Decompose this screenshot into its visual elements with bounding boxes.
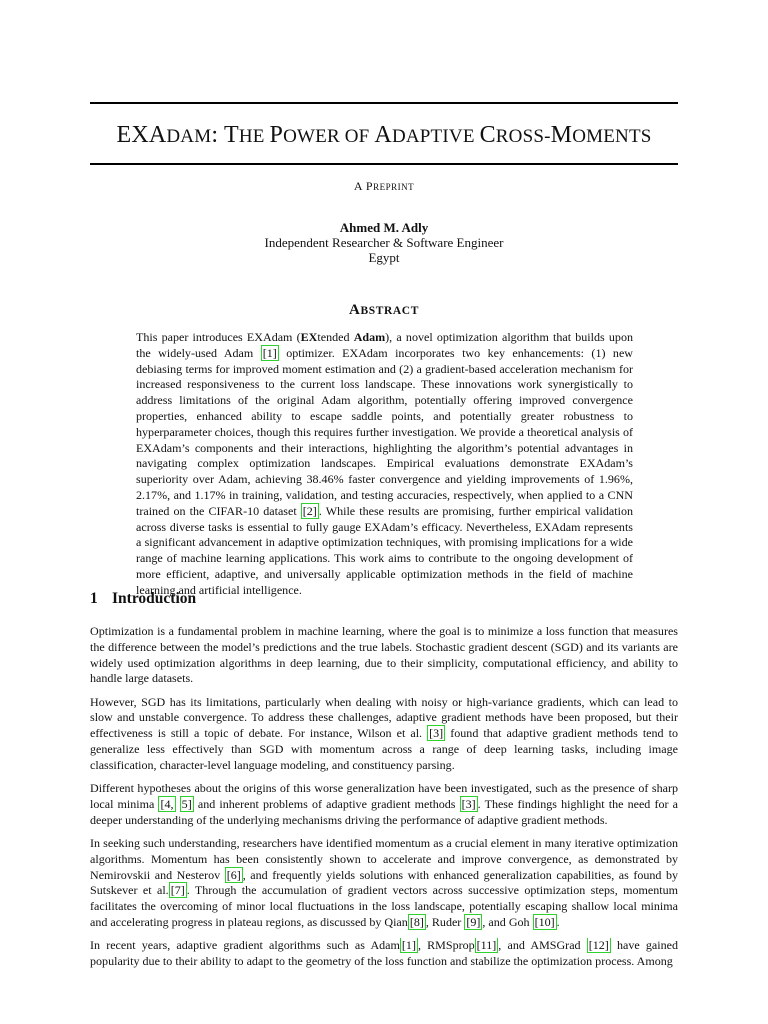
preprint-label: A PREPRINT [353,179,415,193]
section-heading [90,590,196,608]
section-number: 1 [90,590,98,607]
section-title: Introduction [112,590,197,607]
citation-link[interactable]: [2] [302,503,317,518]
author-country: Egypt [368,250,400,265]
citation-link[interactable]: [11] [476,938,497,953]
citation-link[interactable]: [1] [401,938,416,953]
paragraph: However, SGD has its limitations, particularly when dealing with noisy or high-variance gradients, which can lead to slow and unstable convergence. To address these challenges, adaptive gradient methods have been proposed, but their effectiveness is still a topic of debate. For instance, Wilson et al. [3] found that adaptive gradient methods tend to generalize less effectively than SGD with momentum across a range of deep learning tasks, including image classification, character-level language modeling, and constituency parsing. [90,694,678,772]
citation-link[interactable]: [4, [160,796,174,811]
abstract-text: This paper introduces EXAdam (EXtended Adam), a novel optimization algorithm that builds upon the widely-used Adam [1] optimizer. EXAdam incorporates two key enhancements: (1) new debiasing terms for improved moment estimation and (2) a gradient-based acceleration mechanism for increased responsiveness to the current loss landscape. These innovations work synergistically to address limitations of the original Adam algorithm, potentially offering improved convergence properties, enhanced ability to escape saddle points, and potentially greater robustness to hyperparameter choices, though this requires further investigation. We provide a theoretical analysis of EXAdam’s components and their interactions, highlighting the algorithm’s potential advantages in navigating complex optimization landscapes. Empirical evaluations demonstrate EXAdam’s superiority over Adam, achieving 38.46% faster convergence and yielding improvements of 1.96%, 2.17%, and 1.17% in training, validation, and testing accuracies, respectively, when applied to a CNN trained on the CIFAR-10 dataset [2] . While these results are promising, further empirical validation across diverse tasks is essential to fully gauge EXAdam’s efficacy. Nevertheless, EXAdam represents a significant advancement in adaptive optimization techniques, with promising implications for a wide range of machine learning applications. This work aims to contribute to the ongoing development of more efficient, adaptive, and universally applicable optimization methods in the field of machine learning and artificial intelligence. [136,330,634,597]
section-body [90,624,678,977]
title-rule-bottom [90,163,678,165]
citation-link[interactable]: [7] [170,883,185,898]
citation-link[interactable]: [8] [409,915,424,930]
paragraph: In recent years, adaptive gradient algorithms such as Adam [1] , RMSprop [11] , and AMSGrad [12] have gained popularity due to their ability to adapt to the geometry of the loss function and stabilize the optimization process. Among [90,938,678,969]
citation-link[interactable]: [3] [429,726,444,741]
author-name: Ahmed M. Adly [339,220,429,235]
author-affiliation: Independent Researcher & Software Engineer [264,235,504,250]
abstract-heading: ABSTRACT [349,302,419,318]
author-block [90,220,678,265]
citation-link[interactable]: [1] [262,345,277,360]
citation-link[interactable]: [3] [461,796,476,811]
paragraph: Optimization is a fundamental problem in machine learning, where the goal is to minimize a loss function that measures the difference between the model’s predictions and the true labels. Stochastic gradient descent (SGD) and its variants are widely used optimization algorithms in deep learning, due to their simplicity, computational efficiency, and ability to handle large datasets. [90,624,678,686]
citation-link[interactable]: [9] [466,915,481,930]
paragraph: Different hypotheses about the origins of this worse generalization have been investigated, such as the presence of sharp local minima [4, 5] and inherent problems of adaptive gradient methods [3] . These findings highlight the need for a deeper understanding of the underlying mechanisms driving the performance of adaptive gradient methods. [90,781,678,827]
citation-link[interactable]: [6] [226,867,241,882]
title-rule-top [90,102,678,104]
paragraph: In seeking such understanding, researchers have identified momentum as a crucial element in many iterative optimization algorithms. Momentum has been consistently shown to accelerate and improve convergence, as demonstrated by Nemirovskii and Nesterov [6] , and frequently yields solutions with enhanced generalization capabilities, as found by Sutskever et al. [7] . Through the accumulation of gradient vectors across successive optimization steps, momentum facilitates the overcoming of minor local fluctuations in the loss landscape, potentially escaping shallow local minima and accelerating progress in plateau regions, as discussed by Qian [8] , Ruder [9] , and Goh [10] . [90,836,678,930]
citation-link[interactable]: 5] [181,796,192,811]
citation-link[interactable]: [12] [588,938,609,953]
paper-title: EXADAM: THE POWER OF ADAPTIVE CROSS-MOMENTS [116,122,652,148]
citation-link[interactable]: [10] [534,915,555,930]
